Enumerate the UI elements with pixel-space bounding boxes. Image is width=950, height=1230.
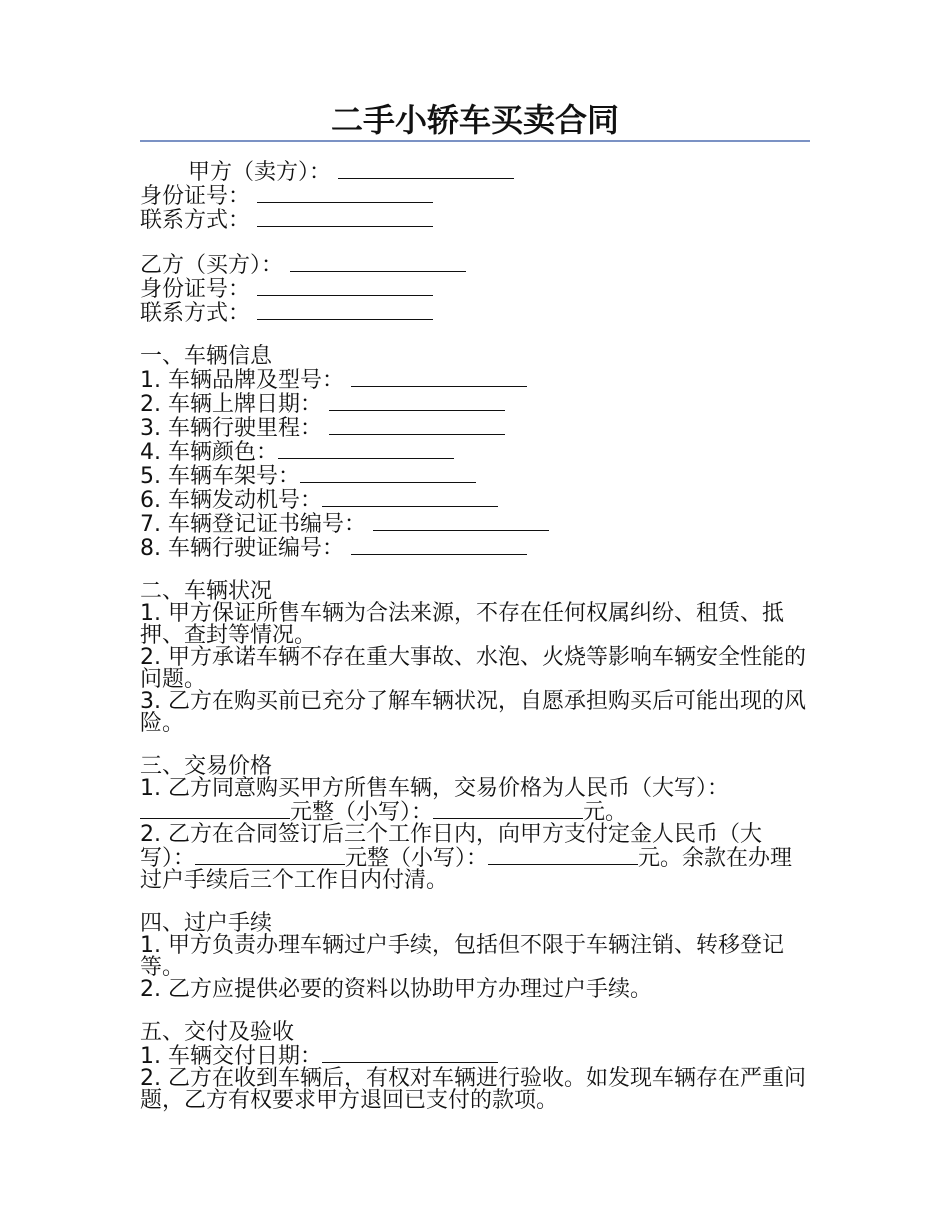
page-title: 二手小轿车买卖合同 — [140, 100, 810, 142]
blank-field — [257, 301, 433, 320]
blank-field — [290, 253, 466, 272]
blank-field — [322, 488, 498, 507]
clause: 1. 甲方负责办理车辆过户手续，包括但不限于车辆注销、转移登记等。 — [140, 933, 784, 980]
blank-field — [257, 184, 433, 203]
vehicle-info-item: 2. 车辆上牌日期： — [140, 392, 810, 416]
blank-field — [322, 1044, 498, 1063]
blank-field — [373, 512, 549, 531]
party-a-label: 甲方（卖方）： — [140, 160, 810, 184]
clause: 3. 乙方在购买前已充分了解车辆状况，自愿承担购买后可能出现的风险。 — [140, 689, 806, 736]
section-heading: 五、交付及验收 — [140, 1020, 295, 1045]
blank-field — [257, 277, 433, 296]
party-a-id: 身份证号： — [140, 184, 810, 208]
clause: 1. 甲方保证所售车辆为合法来源，不存在任何权属纠纷、租赁、抵押、查封等情况。 — [140, 601, 784, 648]
party-b-contact: 联系方式： — [140, 301, 810, 325]
contract-body — [140, 160, 810, 1112]
vehicle-info-item: 5. 车辆车架号： — [140, 464, 810, 488]
party-a-contact: 联系方式： — [140, 208, 810, 232]
party-b-label: 乙方（买方）： — [140, 253, 810, 277]
blank-field — [433, 800, 583, 819]
blank-field — [195, 846, 345, 865]
vehicle-info-item: 1. 车辆品牌及型号： — [140, 368, 810, 392]
blank-field — [257, 208, 433, 227]
blank-field — [351, 368, 527, 387]
blank-field — [300, 464, 476, 483]
section-heading: 四、过户手续 — [140, 911, 273, 936]
contract-page — [140, 100, 810, 1112]
clause: 1. 车辆交付日期： — [140, 1044, 810, 1068]
clause: 2. 甲方承诺车辆不存在重大事故、水泡、火烧等影响车辆安全性能的问题。 — [140, 645, 806, 692]
blank-field — [278, 440, 454, 459]
clause: 2. 乙方在收到车辆后，有权对车辆进行验收。如发现车辆存在严重问题，乙方有权要求甲方退回已支付的款项。 — [140, 1066, 806, 1113]
blank-field — [140, 800, 290, 819]
vehicle-info-item: 4. 车辆颜色： — [140, 440, 810, 464]
clause: 2. 乙方在合同签订后三个工作日内，向甲方支付定金人民币（大写）： 元整（小写）： 元。余款在办理过户手续后三个工作日内付清。 — [140, 822, 793, 893]
blank-field — [329, 416, 505, 435]
vehicle-info-item: 8. 车辆行驶证编号： — [140, 536, 810, 560]
section-heading: 三、交易价格 — [140, 754, 273, 779]
clause: 1. 乙方同意购买甲方所售车辆，交易价格为人民币（大写）：元整（小写）： 元。 — [140, 776, 729, 825]
blank-field — [329, 392, 505, 411]
vehicle-info-item: 7. 车辆登记证书编号： — [140, 512, 810, 536]
blank-field — [351, 536, 527, 555]
section-heading: 二、车辆状况 — [140, 579, 273, 604]
clause: 2. 乙方应提供必要的资料以协助甲方办理过户手续。 — [140, 977, 652, 1002]
section-heading: 一、车辆信息 — [140, 344, 273, 369]
vehicle-info-item: 3. 车辆行驶里程： — [140, 416, 810, 440]
party-b-id: 身份证号： — [140, 277, 810, 301]
blank-field — [338, 160, 514, 179]
blank-field — [488, 846, 638, 865]
vehicle-info-item: 6. 车辆发动机号： — [140, 488, 810, 512]
